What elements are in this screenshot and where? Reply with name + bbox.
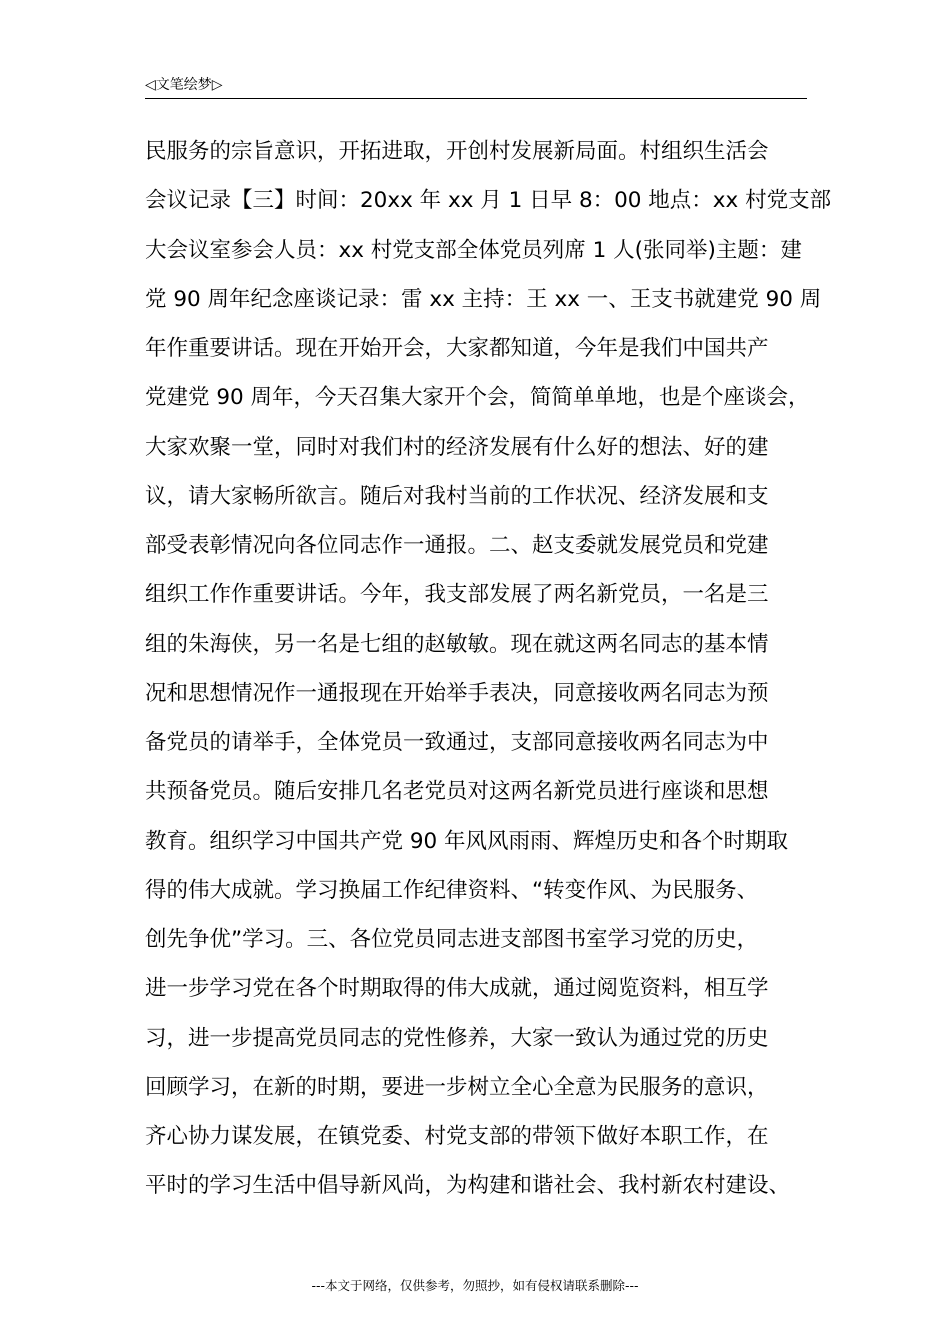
body-line: 议，请大家畅所欲言。随后对我村当前的工作状况、经济发展和支 — [145, 483, 769, 509]
body-line: 回顾学习，在新的时期，要进一步树立全心全意为民服务的意识， — [145, 1074, 769, 1100]
body-line: 创先争优”学习。三、各位党员同志进支部图书室学习党的历史， — [145, 927, 759, 952]
body-line: 会议记录【三】时间：20xx 年 xx 月 1 日早 8：00 地点：xx 村党支部 — [145, 188, 832, 214]
body-line: 部受表彰情况向各位同志作一通报。二、赵支委就发展党员和党建 — [145, 533, 769, 558]
body-line: 备党员的请举手，全体党员一致通过，支部同意接收两名同志为中 — [145, 730, 769, 755]
page-header — [145, 74, 807, 99]
body-line: 党 90 周年纪念座谈记录：雷 xx 主持：王 xx 一、王支书就建党 90 周 — [145, 286, 822, 312]
body-line: 得的伟大成就。学习换届工作纪律资料、“转变作风、为民服务、 — [145, 877, 759, 903]
page-footer-disclaimer: ---本文于网络，仅供参考，勿照抄，如有侵权请联系删除--- — [311, 1278, 639, 1293]
body-line: 组织工作作重要讲话。今年，我支部发展了两名新党员，一名是三 — [145, 582, 769, 608]
body-line: 大会议室参会人员：xx 村党支部全体党员列席 1 人(张同举)主题：建 — [145, 237, 802, 263]
header-title: ◁文笔绘梦▷ — [145, 77, 223, 93]
body-line: 党建党 90 周年，今天召集大家开个会，简简单单地，也是个座谈会， — [145, 385, 810, 411]
body-line: 组的朱海侠，另一名是七组的赵敏敏。现在就这两名同志的基本情 — [145, 631, 769, 657]
body-line: 齐心协力谋发展，在镇党委、村党支部的带领下做好本职工作，在 — [145, 1124, 769, 1149]
document-body — [145, 127, 832, 1211]
body-line: 共预备党员。随后安排几名老党员对这两名新党员进行座谈和思想 — [145, 779, 769, 805]
body-line: 年作重要讲话。现在开始开会，大家都知道，今年是我们中国共产 — [145, 336, 769, 361]
body-line: 况和思想情况作一通报现在开始举手表决，同意接收两名同志为预 — [145, 680, 769, 706]
body-line: 民服务的宗旨意识，开拓进取，开创村发展新局面。村组织生活会 — [145, 139, 769, 164]
body-line: 教育。组织学习中国共产党 90 年风风雨雨、辉煌历史和各个时期取 — [145, 828, 789, 854]
body-line: 平时的学习生活中倡导新风尚，为构建和谐社会、我村新农村建设、 — [145, 1173, 791, 1199]
body-line: 习，进一步提高党员同志的党性修养，大家一致认为通过党的历史 — [145, 1025, 769, 1051]
body-line: 大家欢聚一堂，同时对我们村的经济发展有什么好的想法、好的建 — [145, 434, 769, 460]
body-line: 进一步学习党在各个时期取得的伟大成就，通过阅览资料，相互学 — [145, 976, 769, 1002]
